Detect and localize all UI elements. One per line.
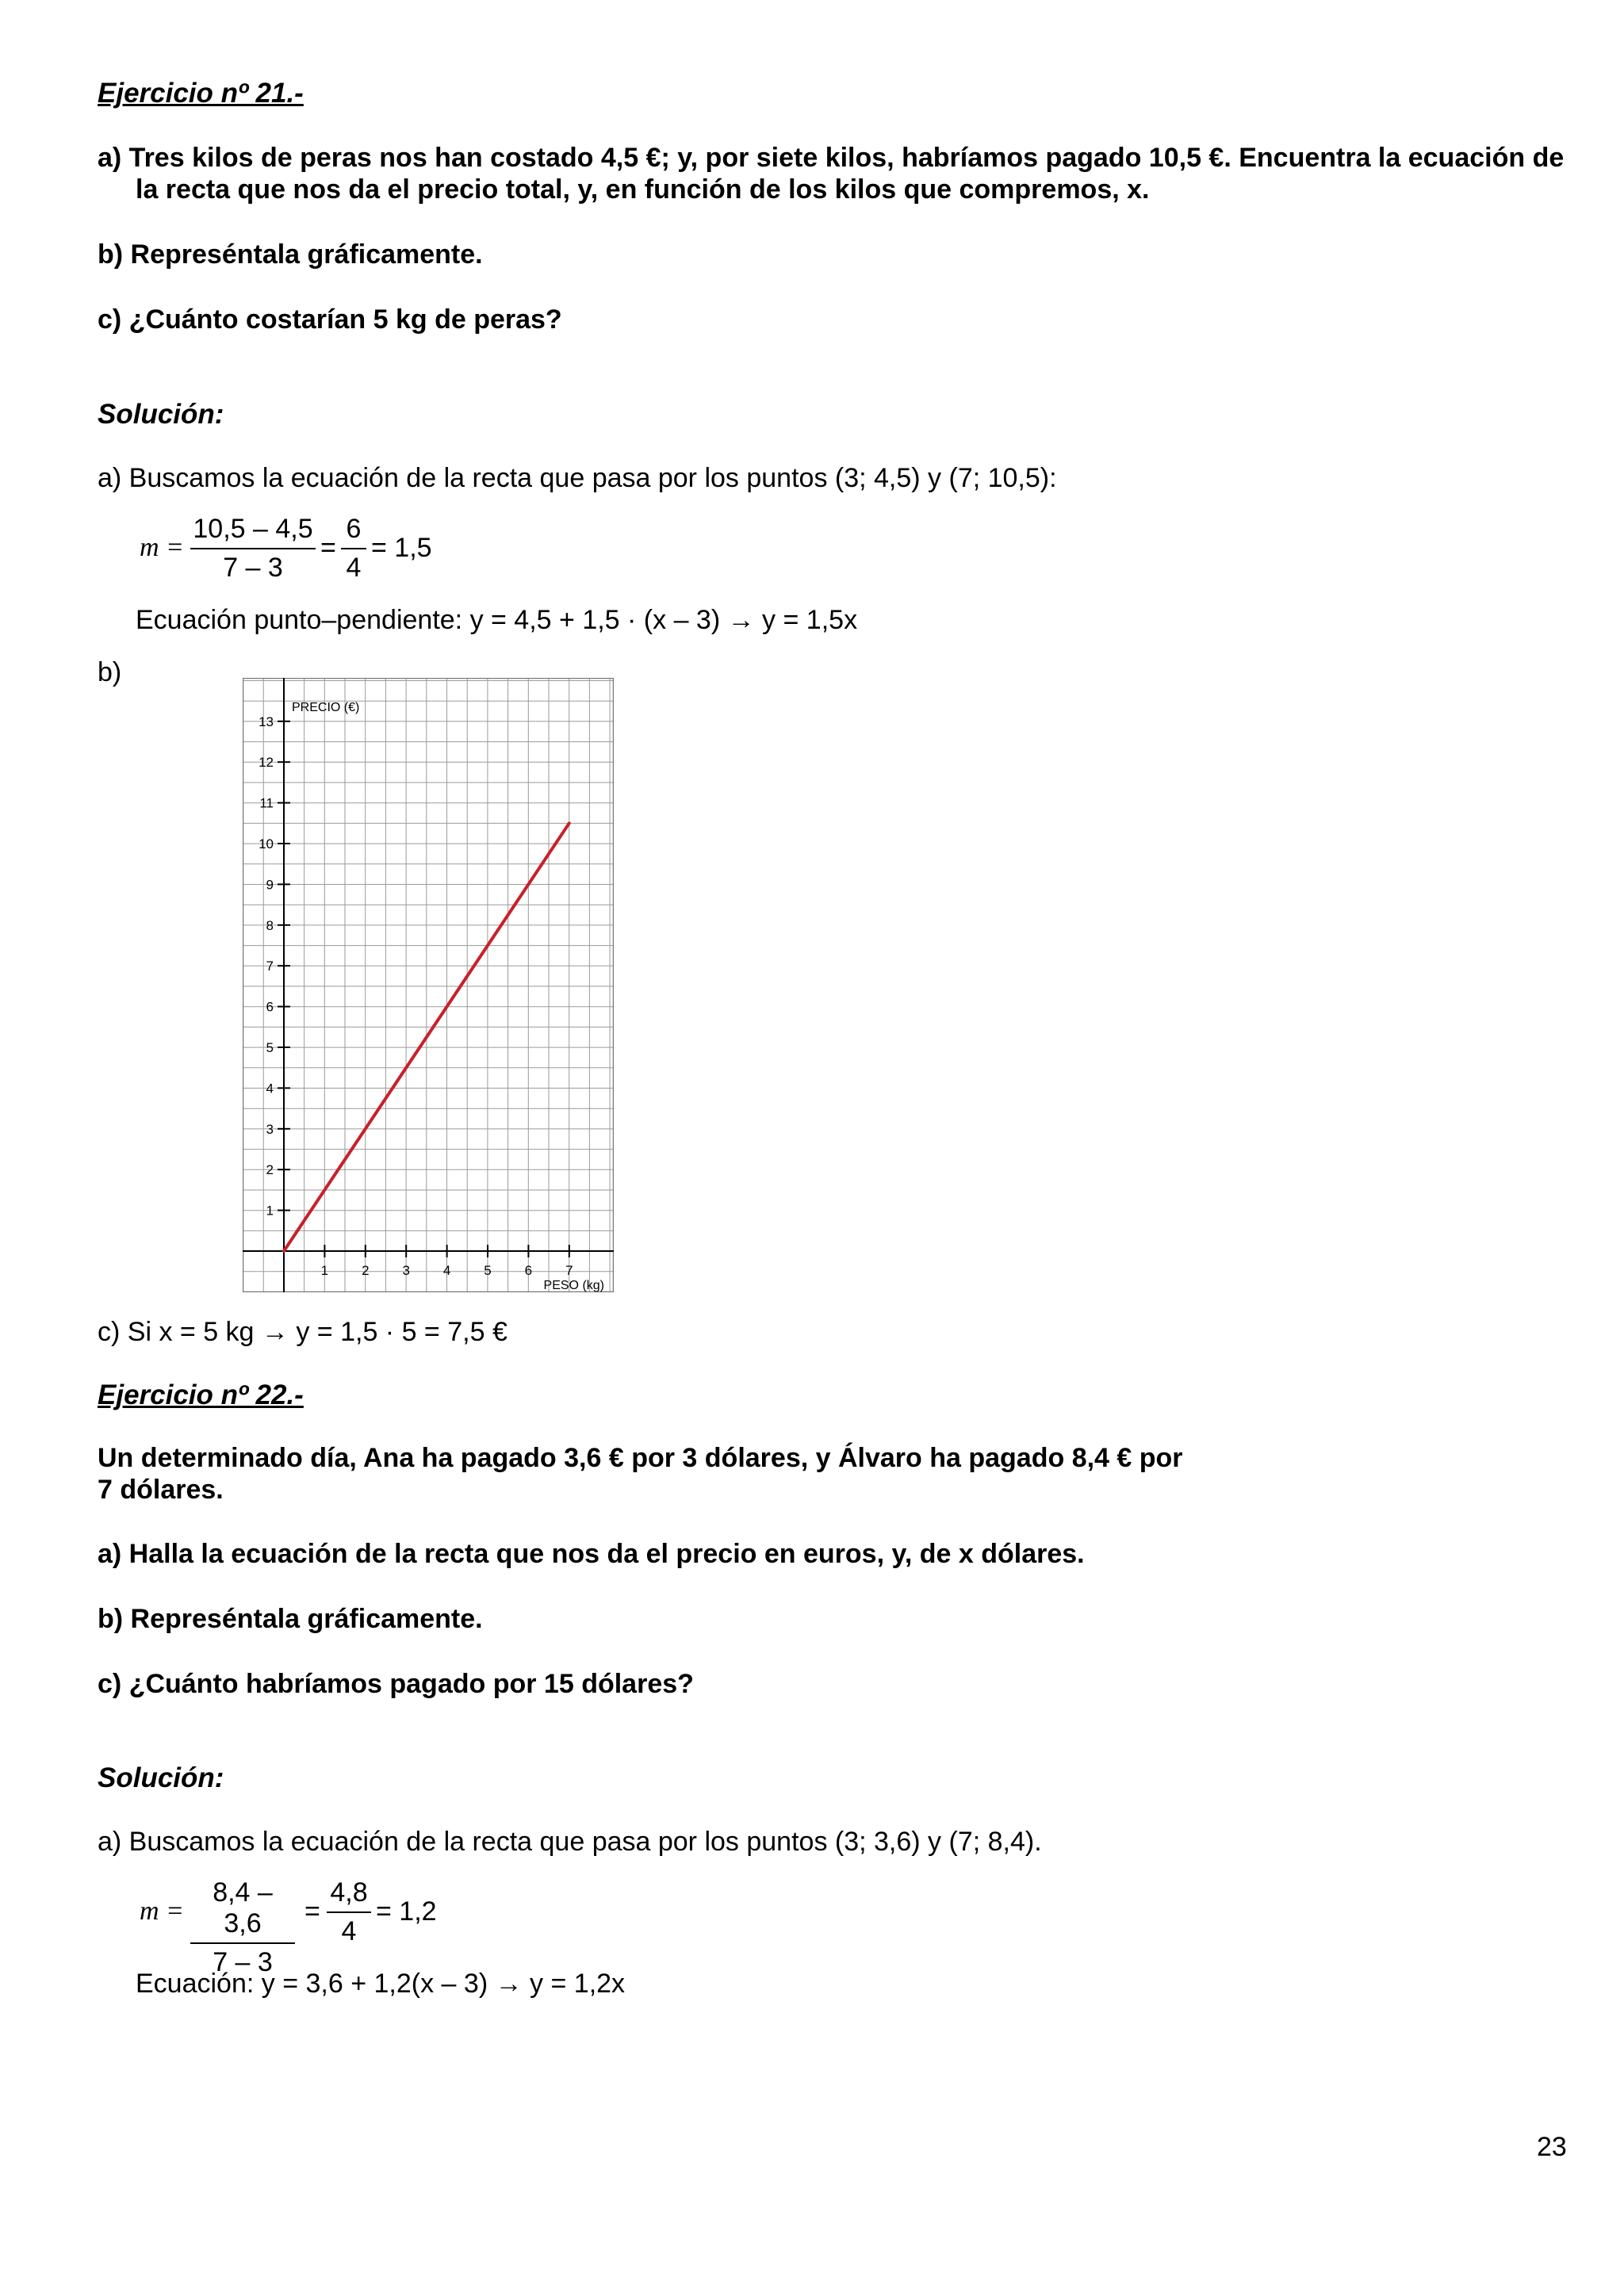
price-weight-chart [243, 678, 614, 1292]
exercise-21-slope-fraction-2 [341, 514, 366, 584]
fraction-denominator: 7 – 3 [223, 553, 283, 583]
exercise-22-question-c: c) ¿Cuánto habríamos pagado por 15 dólares? [98, 1669, 694, 1699]
exercise-22-question-b: b) Represéntala gráficamente. [98, 1604, 483, 1634]
x-tick-label: 7 [565, 1263, 573, 1278]
fraction-numerator: 8,4 – 3,6 [213, 1877, 273, 1938]
exercise-22-slope-fraction-2 [327, 1877, 371, 1947]
exercise-22-solution-a: a) Buscamos la ecuación de la recta que pasa por los puntos (3; 3,6) y (7; 8,4). [98, 1827, 1042, 1857]
exercise-22-equation: Ecuación: y = 3,6 + 1,2(x – 3) → y = 1,2x [136, 1969, 626, 1999]
exercise-22-slope-lhs: m = [140, 1896, 184, 1926]
fraction-denominator: 4 [341, 1916, 357, 1946]
exercise-21-slope-lhs: m = [140, 533, 184, 562]
y-tick-label: 5 [266, 1040, 274, 1055]
exercise-22-slope-result: = 1,2 [376, 1896, 437, 1927]
y-tick-label: 1 [266, 1203, 274, 1219]
exercise-21-slope-result: = 1,5 [371, 533, 432, 563]
chart-frame [243, 679, 614, 1292]
y-tick-label: 2 [266, 1162, 274, 1178]
exercise-21-solution-c: c) Si x = 5 kg → y = 1,5 · 5 = 7,5 € [98, 1317, 508, 1347]
y-axis-label: PRECIO (€) [292, 701, 360, 714]
x-tick-label: 2 [362, 1263, 370, 1278]
exercise-21-solution-b-label: b) [98, 657, 122, 687]
x-tick-label: 6 [524, 1263, 533, 1278]
exercise-22-intro-line2: 7 dólares. [98, 1475, 224, 1505]
y-tick-label: 10 [259, 836, 274, 851]
fraction-denominator: 4 [346, 553, 362, 583]
exercise-21-solution-a: a) Buscamos la ecuación de la recta que pasa por los puntos (3; 4,5) y (7; 10,5): [98, 463, 1057, 493]
y-tick-label: 9 [266, 877, 274, 893]
y-tick-label: 13 [259, 714, 274, 729]
exercise-21-question-a-line1: a) Tres kilos de peras nos han costado 4,5 €; y, por siete kilos, habríamos pagado 10,5 €. Encuentra la ecuación de [98, 143, 1565, 173]
x-tick-label: 3 [402, 1263, 410, 1278]
x-tick-label: 1 [320, 1263, 329, 1278]
exercise-22-equals: = [304, 1896, 320, 1927]
exercise-21-slope-fraction-1 [190, 514, 316, 584]
x-tick-label: 4 [442, 1263, 451, 1278]
fraction-numerator: 10,5 – 4,5 [193, 514, 313, 544]
exercise-22-question-a: a) Halla la ecuación de la recta que nos da el precio en euros, y, de x dólares. [98, 1539, 1085, 1569]
fraction-denominator: 7 – 3 [213, 1947, 273, 1977]
page-number: 23 [1537, 2132, 1567, 2162]
exercise-21-question-a-line2: la recta que nos da el precio total, y, en función de los kilos que compremos, x. [136, 174, 1150, 205]
y-tick-label: 3 [266, 1121, 274, 1137]
exercise-21-point-slope-equation: Ecuación punto–pendiente: y = 4,5 + 1,5 · (x – 3) → y = 1,5x [136, 605, 858, 635]
exercise-22-title: Ejercicio nº 22.- [98, 1380, 304, 1410]
fraction-numerator: 4,8 [330, 1877, 368, 1908]
x-tick-label: 5 [484, 1263, 492, 1278]
exercise-21-question-b: b) Represéntala gráficamente. [98, 239, 483, 270]
y-tick-label: 4 [266, 1081, 274, 1096]
x-axis-label: PESO (kg) [543, 1279, 604, 1292]
exercise-22-solution-label: Solución: [98, 1762, 224, 1793]
exercise-22-intro-line1: Un determinado día, Ana ha pagado 3,6 € por 3 dólares, y Álvaro ha pagado 8,4 € por [98, 1443, 1183, 1473]
exercise-21-equals: = [320, 533, 336, 563]
y-tick-label: 11 [259, 795, 274, 811]
exercise-21-question-c: c) ¿Cuánto costarían 5 kg de peras? [98, 304, 562, 335]
exercise-22-slope-fraction-1 [190, 1877, 295, 1978]
exercise-21-solution-label: Solución: [98, 399, 224, 430]
y-tick-label: 8 [266, 917, 274, 933]
y-tick-label: 7 [266, 959, 274, 974]
y-tick-label: 6 [266, 999, 274, 1015]
exercise-21-title: Ejercicio nº 21.- [98, 78, 304, 109]
fraction-numerator: 6 [346, 514, 362, 544]
y-tick-label: 12 [259, 755, 274, 771]
